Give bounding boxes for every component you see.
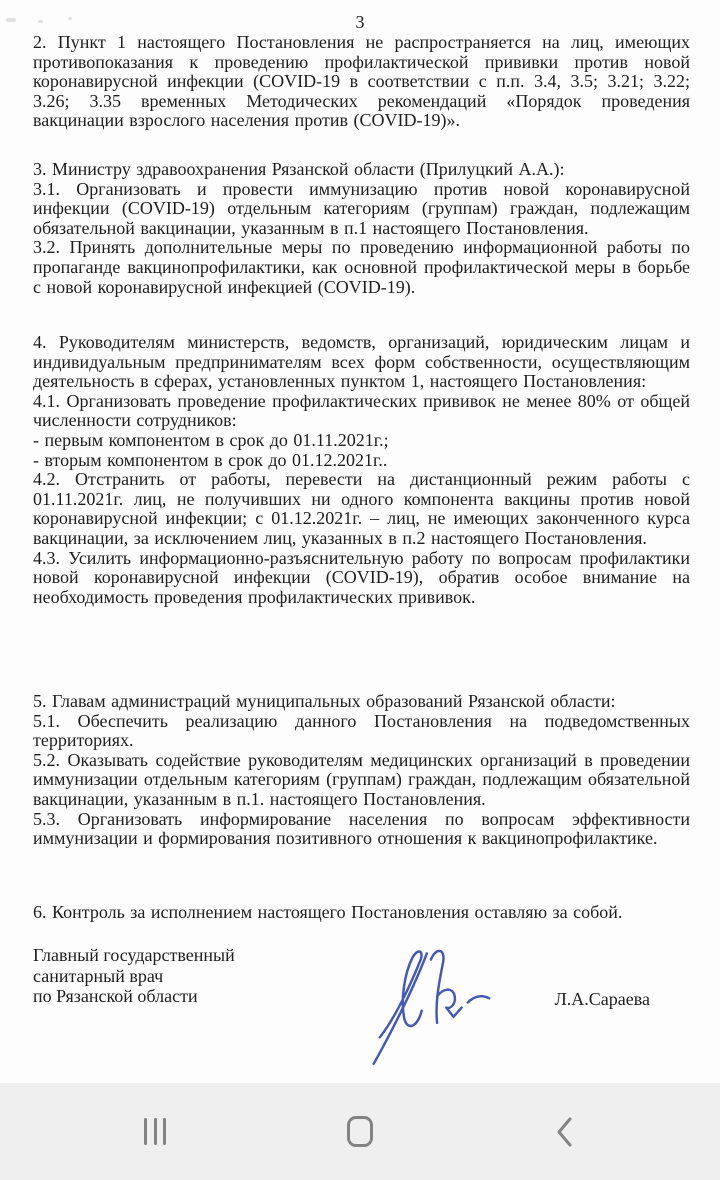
section-4-heading: 4. Руководителям министерств, ведомств, организаций, юридическим лицам и индивидуальным предпринимателям всех форм собственности, осуществляющим деятельность в сферах, установленных пунктом 1, настоящего Постановления: [33, 332, 690, 392]
page-number: 3 [355, 12, 365, 32]
home-icon [347, 1116, 373, 1147]
section-3 [33, 160, 690, 297]
signer-title-line: санитарный врач [33, 965, 164, 986]
section-5-item: 5.2. Оказывать содействие руководителям медицинских организаций в проведении иммунизации отдельным категориям (группам) граждан, подлежащим обязательной вакцинации, указанным в п.1. настоящего Постановления. [33, 749, 690, 809]
section-4-item: - первым компонентом в срок до 01.11.2021г.; [33, 429, 389, 450]
paragraph-2 [33, 33, 690, 131]
signer-name: Л.А.Сараева [554, 989, 650, 1009]
section-3-heading: 3. Министру здравоохранения Рязанской области (Прилуцкий А.А.): [33, 159, 565, 179]
section-4-item: 4.2. Отстранить от работы, перевести на дистанционный режим работы с 01.11.2021г. лиц, не получивших ни одного компонента вакцины против новой коронавирусной инфекции; с 01.12.2021г. – лиц, не имеющих законченного курса вакцинации, за исключением лиц, указанных в п.2 настоящего Постановления. [33, 469, 690, 548]
android-navigation-bar [0, 1083, 720, 1180]
section-4-item: - вторым компонентом в срок до 01.12.2021г.. [33, 449, 388, 470]
paragraph-6-text: 6. Контроль за исполнением настоящего Постановления оставляю за собой. [33, 902, 623, 922]
section-5-item: 5.1. Обеспечить реализацию данного Постановления на подведомственных территориях. [33, 710, 690, 751]
section-5-item: 5.3. Организовать информирование населения по вопросам эффективности иммунизации и формирования позитивного отношения к вакцинопрофилактике. [33, 808, 690, 849]
section-4-item: 4.1. Организовать проведение профилактических прививок не менее 80% от общей численности сотрудников: [33, 390, 690, 431]
recents-button[interactable] [107, 1083, 203, 1180]
section-5 [33, 692, 690, 849]
section-3-item: 3.2. Принять дополнительные меры по проведению информационной работы по пропаганде вакцинопрофилактики, как основной профилактической меры в борьбе с новой коронавирусной инфекцией (COVID-19). [33, 237, 690, 297]
back-icon [555, 1116, 575, 1148]
handwritten-signature-icon [363, 937, 503, 1072]
signer-title-line: по Рязанской области [33, 986, 198, 1006]
signer-title-line: Главный государственный [33, 945, 235, 965]
home-button[interactable] [312, 1083, 408, 1180]
recents-icon [144, 1118, 166, 1145]
paragraph-2-text: 2. Пункт 1 настоящего Постановления не распространяется на лиц, имеющих противопоказания к проведению профилактической прививки против новой коронавирусной инфекции (COVID-19 в соответствии с п.п. 3.4, 3.5; 3.21; 3.22; 3.26; 3.35 временных Методических рекомендаций «Порядок проведения вакцинации взрослого населения против (COVID-19)». [33, 32, 690, 131]
back-button[interactable] [517, 1083, 613, 1180]
section-3-item: 3.1. Организовать и провести иммунизацию против новой коронавирусной инфекции (COVID-19) отдельным категориям (группам) граждан, подлежащим обязательной вакцинации, указанным в п.1 настоящего Постановления. [33, 178, 690, 238]
section-4 [33, 333, 690, 607]
signature-block [33, 945, 690, 1065]
paragraph-6 [33, 903, 690, 923]
section-4-item: 4.3. Усилить информационно-разъяснительную работу по вопросам профилактики новой коронавирусной инфекции (COVID-19), обратив особое внимание на необходимость проведения профилактических прививок. [33, 547, 690, 607]
section-5-heading: 5. Главам администраций муниципальных образований Рязанской области: [33, 691, 616, 711]
